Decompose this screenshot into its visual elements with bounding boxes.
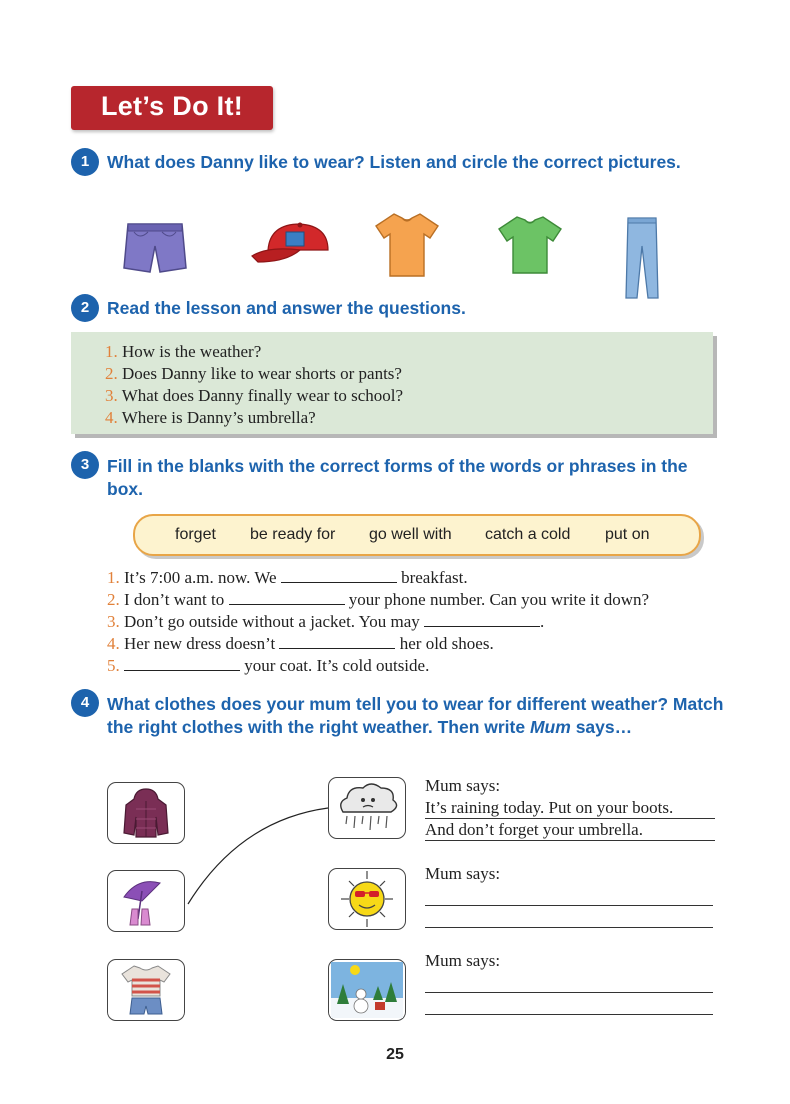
example-answer-line-2: And don’t forget your umbrella. — [425, 820, 643, 839]
answer-line[interactable] — [425, 927, 713, 928]
sunny-weather-card[interactable] — [328, 868, 406, 930]
jacket-icon — [108, 783, 184, 843]
exercise-2-instruction: Read the lesson and answer the questions. — [107, 298, 466, 318]
word-item: put on — [605, 526, 650, 543]
question-item: 2. Does Danny like to wear shorts or pants? — [105, 364, 402, 383]
mum-says-label-2: Mum says: — [425, 864, 501, 883]
rainy-weather-card[interactable] — [328, 777, 406, 839]
rain-cloud-icon — [329, 778, 405, 838]
exercise-1-number: 1 — [71, 148, 99, 176]
answer-blank[interactable] — [229, 590, 345, 605]
answer-blank[interactable] — [424, 612, 540, 627]
answer-blank[interactable] — [124, 656, 240, 671]
answer-line[interactable] — [425, 1014, 713, 1015]
answer-line[interactable] — [425, 992, 713, 993]
answer-blank[interactable] — [281, 568, 397, 583]
snowy-weather-card[interactable] — [328, 959, 406, 1021]
tshirt-shorts-icon — [108, 960, 184, 1020]
orange-tshirt-picture[interactable] — [374, 210, 440, 280]
page-number: 25 — [386, 1046, 404, 1063]
sentence-row: 4. Her new dress doesn’t her old shoes. — [107, 634, 494, 653]
word-item: forget — [175, 526, 216, 543]
word-item: catch a cold — [485, 526, 571, 543]
umbrella-boots-icon — [108, 871, 184, 931]
question-item: 3. What does Danny finally wear to school? — [105, 386, 404, 405]
word-item: be ready for — [250, 526, 336, 543]
answer-line[interactable] — [425, 905, 713, 906]
match-line — [180, 800, 340, 910]
cap-picture[interactable] — [248, 220, 334, 266]
section-title: Let’s Do It! — [100, 91, 244, 121]
word-item: go well with — [369, 526, 452, 543]
green-tshirt-picture[interactable] — [497, 213, 563, 277]
shorts-picture[interactable] — [120, 218, 190, 276]
sentence-row: 5. your coat. It’s cold outside. — [107, 656, 430, 675]
exercise-1-instruction: What does Danny like to wear? Listen and circle the correct pictures. — [107, 152, 681, 172]
sun-icon — [329, 869, 405, 929]
exercise-2-number: 2 — [71, 294, 99, 322]
exercise-4-number: 4 — [71, 689, 99, 717]
answer-blank[interactable] — [279, 634, 395, 649]
mum-says-label-3: Mum says: — [425, 951, 501, 970]
exercise-3-number: 3 — [71, 451, 99, 479]
fill-in-sentences — [107, 567, 747, 677]
writing-line — [425, 840, 715, 841]
snow-scene-icon — [329, 960, 405, 1020]
sentence-row: 3. Don’t go outside without a jacket. You may . — [107, 612, 545, 631]
mum-says-label-1: Mum says: — [425, 776, 501, 795]
example-answer-line-1: It’s raining today. Put on your boots. — [425, 798, 674, 817]
sentence-row: 2. I don’t want to your phone number. Can you write it down? — [107, 590, 650, 609]
section-banner — [71, 86, 273, 130]
exercise-4-instruction: What clothes does your mum tell you to wear for different weather? Match the right clothes with the right weather. Then write Mum says… — [107, 694, 724, 737]
umbrella-boots-card[interactable] — [107, 870, 185, 932]
word-box — [133, 514, 701, 556]
sentence-row: 1. It’s 7:00 a.m. now. We breakfast. — [107, 568, 468, 587]
question-item: 4. Where is Danny’s umbrella? — [105, 408, 316, 427]
jacket-card[interactable] — [107, 782, 185, 844]
tshirt-shorts-card[interactable] — [107, 959, 185, 1021]
questions-box — [71, 332, 713, 434]
exercise-3-instruction: Fill in the blanks with the correct forms of the words or phrases in the box. — [107, 456, 688, 499]
jeans-picture[interactable] — [622, 216, 662, 302]
question-item: 1. How is the weather? — [105, 342, 262, 361]
